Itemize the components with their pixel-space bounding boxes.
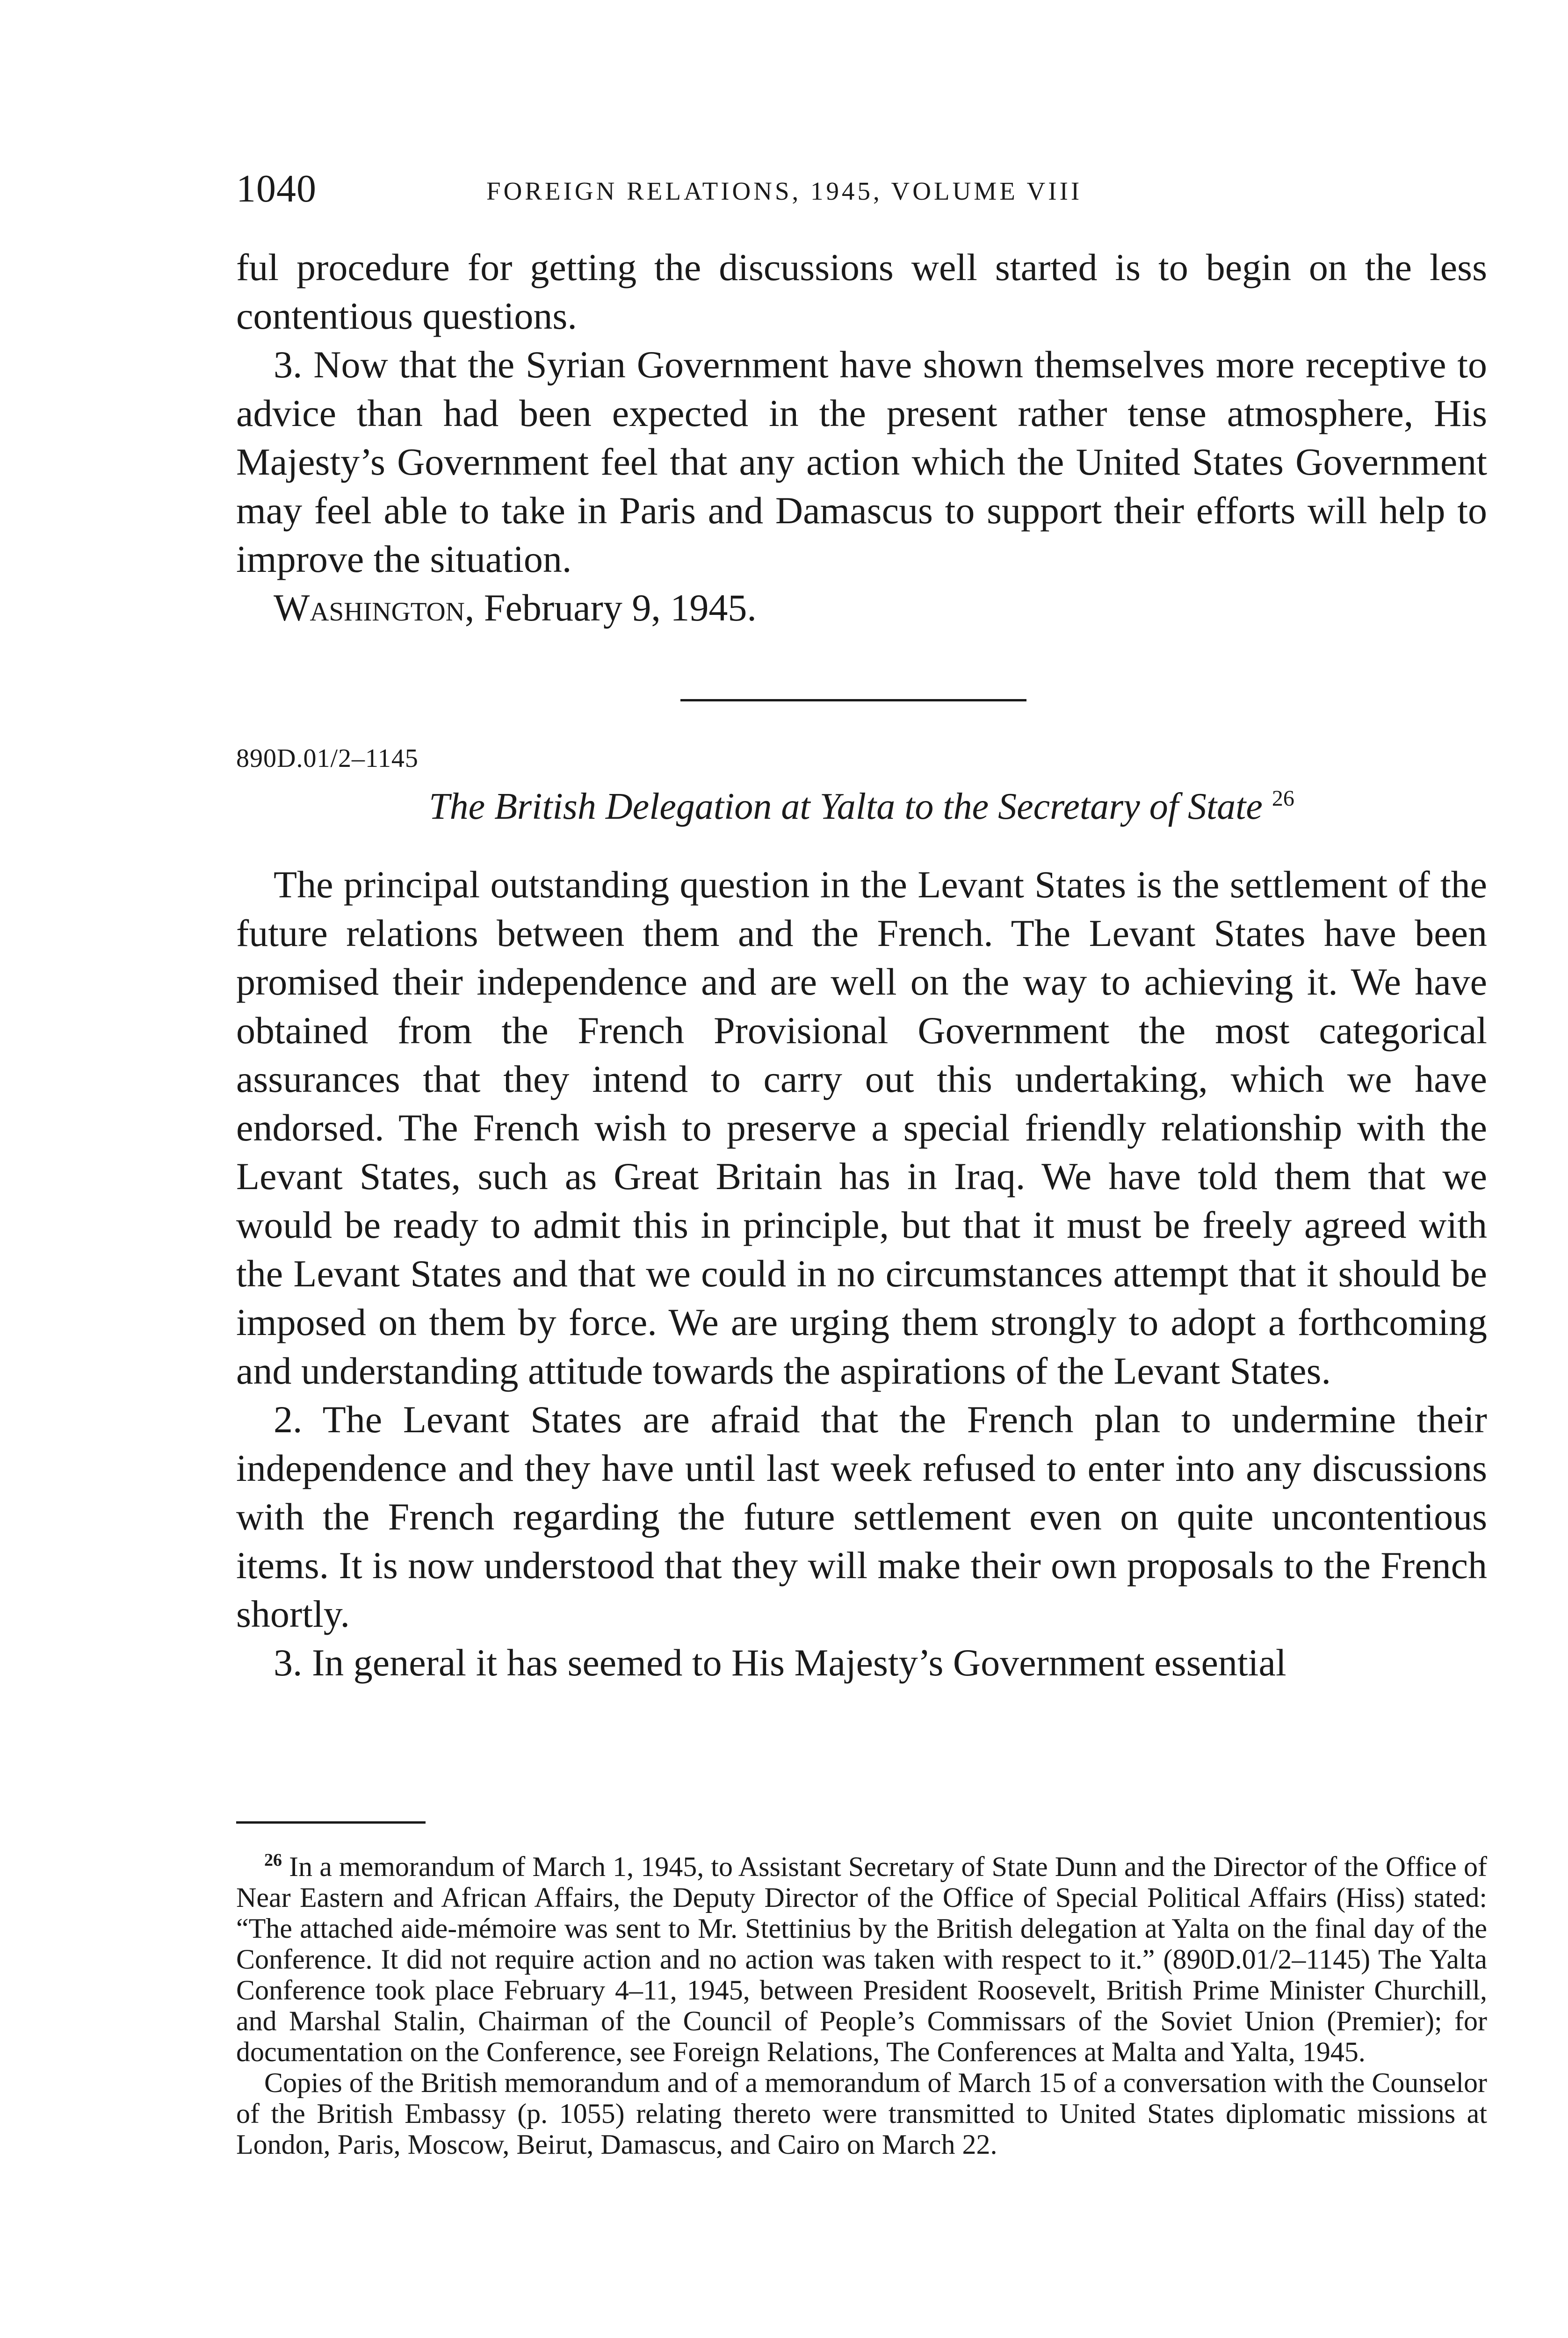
document-paragraph-3: 3. In general it has seemed to His Majesty’s Government essential [274,1641,1286,1684]
paragraph-3-prior-document: 3. Now that the Syrian Government have shown themselves more receptive to advice than had been expected in the present rather tense atmosphere, His Majesty’s Government feel that any action which the United States Government may feel able to take in Paris and Damascus to support their efforts will help to improve the situation. [236,343,1487,580]
footnote-reference: 26 [1272,786,1294,811]
page-header [236,166,1487,217]
document-title [236,786,1487,828]
footnote-rule [236,1821,426,1824]
footnote-marker: 26 [264,1850,282,1870]
file-number: 890D.01/2–1145 [236,744,419,773]
signature-place: Washington [274,586,465,629]
section-divider [680,699,1026,701]
document-paragraph-1: The principal outstanding question in the Levant States is the settlement of the future relations between them and the French. The Levant States have been promised their independence and are well on the way to achieving it. We have obtained from the French Provisional Government the most categorical assurances that they intend to carry out this undertaking, which we have endorsed. The French wish to preserve a special friendly relationship with the Levant States, such as Great Britain has in Iraq. We have told them that we would be ready to admit this in principle, but that it must be freely agreed with the Levant States and that we could in no circumstances attempt that it should be imposed on them by force. We are urging them strongly to adopt a forthcoming and understanding attitude towards the aspirations of the Levant States. [236,863,1487,1392]
footnote-1-text: In a memorandum of March 1, 1945, to Assistant Secretary of State Dunn and the Director of the Office of Near Eastern and African Affairs, the Deputy Director of the Office of Special Political Affairs (Hiss) stated: “The attached aide-mémoire was sent to Mr. Stettinius by the British delegation at Yalta on the final day of the Conference. It did not require action and no action was taken with respect to it.” (890D.01/2–1145) The Yalta Conference took place February 4–11, 1945, between President Roosevelt, British Prime Minister Churchill, and Marshal Stalin, Chairman of the Council of People’s Commissars of the Soviet Union (Premier); for documentation on the Conference, see Foreign Relations, The Conferences at Malta and Yalta, 1945. [236,1851,1488,2067]
signature-line [236,584,1487,632]
footnotes [236,1845,1487,2160]
document-title-text: The British Delegation at Yalta to the Secretary of State [429,786,1263,827]
footnote-1 [236,1845,1487,2067]
document-paragraph-2: 2. The Levant States are afraid that the French plan to undermine their independence and they have until last week refused to enter into any discussions with the French regarding the future settlement even on quite uncontentious items. It is now understood that they will make their own proposals to the French shortly. [236,1398,1487,1635]
signature-date: , February 9, 1945. [464,586,757,629]
running-head: FOREIGN RELATIONS, 1945, VOLUME VIII [486,177,1083,205]
continuation-text [236,243,1487,632]
continuation-paragraph: ful procedure for getting the discussions well started is to begin on the less contentious questions. [236,246,1487,337]
document-body [236,860,1487,1687]
footnote-2: Copies of the British memorandum and of a memorandum of March 15 of a conversation with the Counselor of the British Embassy (p. 1055) relating thereto were transmitted to United States diplomatic missions at London, Paris, Moscow, Beirut, Damascus, and Cairo on March 22. [236,2067,1487,2160]
page-number: 1040 [236,167,317,210]
